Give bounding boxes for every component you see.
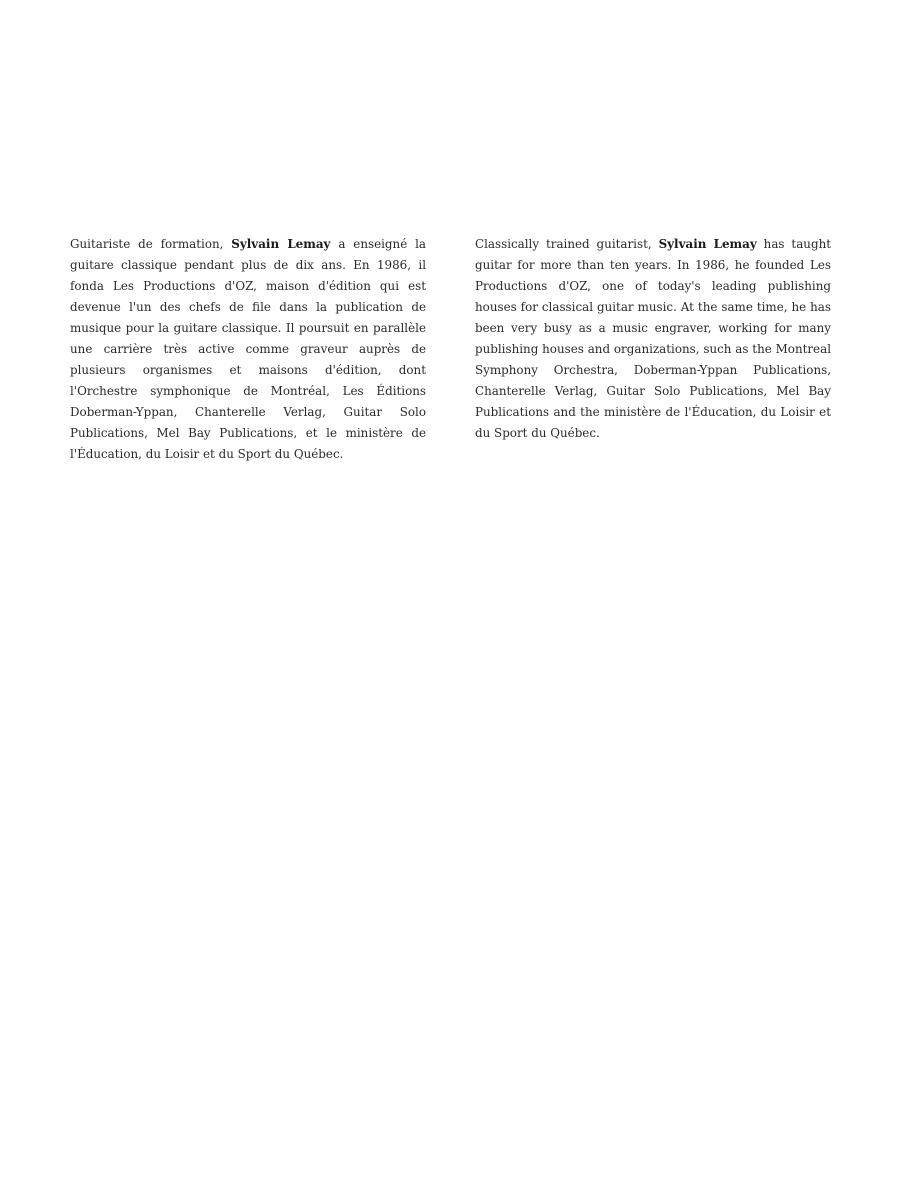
bio-en-intro: Classically trained guitarist,	[475, 237, 652, 251]
bio-fr-intro: Guitariste de formation,	[70, 237, 224, 251]
biography-french	[70, 234, 426, 465]
biography-english	[475, 234, 831, 444]
bio-fr-body: a enseigné la guitare classique pendant plus de dix ans. En 1986, il fonda Les Productions d'OZ, maison d'édition qui est devenue l'un des chefs de file dans la publication de musique pour la guitare classique. Il poursuit en parallèle une carrière très active comme graveur auprès de plusieurs organismes et maisons d'édition, dont l'Orchestre symphonique de Montréal, Les Éditions Doberman-Yppan, Chanterelle Verlag, Guitar Solo Publications, Mel Bay Publications, et le ministère de l'Éducation, du Loisir et du Sport du Québec.	[70, 237, 426, 461]
bio-fr-author-name: Sylvain Lemay	[231, 237, 331, 251]
bio-en-author-name: Sylvain Lemay	[658, 237, 757, 251]
bio-en-body: has taught guitar for more than ten years. In 1986, he founded Les Productions d'OZ, one of today's leading publishing houses for classical guitar music. At the same time, he has been very busy as a music engraver, working for many publishing houses and organizations, such as the Montreal Symphony Orchestra, Doberman-Yppan Publications, Chanterelle Verlag, Guitar Solo Publications, Mel Bay Publications and the ministère de l'Éducation, du Loisir et du Sport du Québec.	[475, 237, 832, 440]
